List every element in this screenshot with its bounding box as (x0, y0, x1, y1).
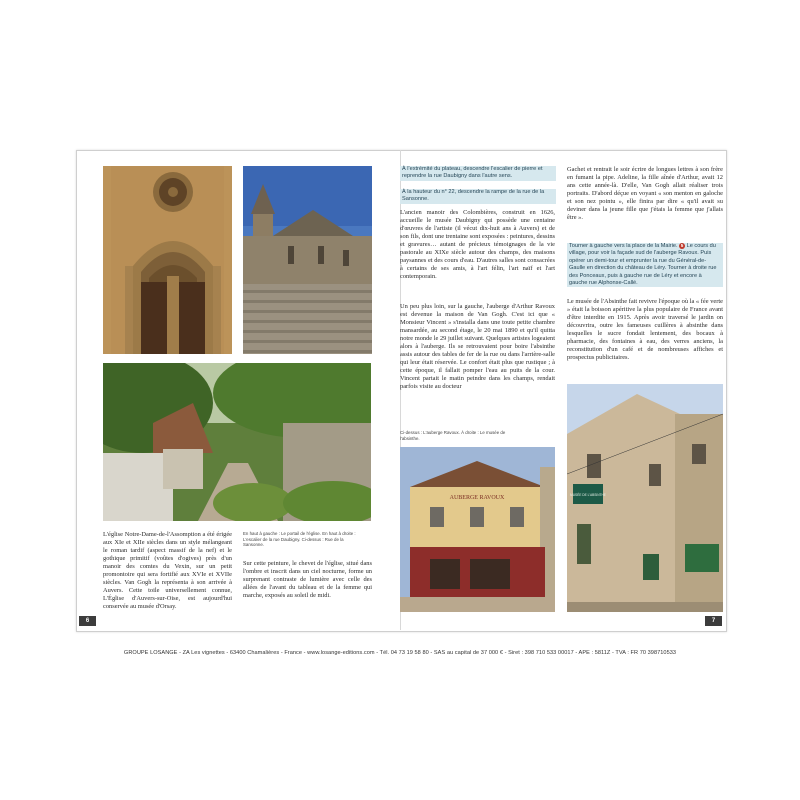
auberge-ravoux-photo (400, 447, 555, 612)
directions-3-pre: Tourner à gauche vers la place de la Mairie. (569, 243, 678, 249)
rue-sansonne-photo (103, 363, 371, 521)
para-absinthe: Le musée de l'Absinthe fait revivre l'époque où la « fée verte » était la boisson apéritive la plus populaire de France avant d'être interdite en 1915. Après avoir traversé le jardin on découvrira, outre les fameuses cuillères à absinthe dans lesquelles le sucre fondait lentement, des bocaux à pharmacie, des fontaines à eau, des verres anciens, la reconstitution d'un café et de nombreuses affiches et prospectus publicitaires. (567, 298, 723, 361)
publisher-footer: GROUPE LOSANGE - ZA Les vignettes - 63400 Chamalières - France - www.losange-editions.com - Tél. 04 73 19 58 80 - SAS au capital de 37 000 € - Siret : 398 710 533 00017 - APE : 5811Z - TVA : FR 70 398710533 (123, 650, 677, 656)
church-stairs-photo (243, 166, 372, 354)
folio-right: 7 (705, 616, 722, 626)
left-body-text: L'église Notre-Dame-de-l'Assomption a été érigée aux XIe et XIIe siècles dans un style mélangeant le roman tardif (aspect massif de la nef) et le gothique primitif (voûtes d'ogives) près d'un manoir des comtes du Vexin, sur un petit promontoire qui sera fortifié aux XVIe et XVIIe siècles. Van Gogh la représenta à son arrivée à Auvers. Cette toile universellement connue, L'Église d'Auvers-sur-Oise, est aujourd'hui conservée au musée d'Orsay. (103, 531, 232, 610)
right-photo-caption: Ci-dessus : L'auberge Ravoux. À droite : Le musée de l'absinthe. (400, 430, 506, 441)
para-colombieres: L'ancien manoir des Colombières, construit en 1626, accueille le musée Daubigny qui possède une centaine d'œuvres de l'artiste (il vécut dix-huit ans à Auvers) et de son fils, dont une trentaine sont exposées : peintures, dessins et gravures… autant de précieux témoignages de la vie pastorale au XIXe siècle autour des champs, des maisons paysannes et des cours d'eau. D'autres salles sont consacrées à certains de ses amis, à l'art félin, l'art naïf et l'art contemporain. (400, 209, 555, 280)
shop-sign: AUBERGE RAVOUX (449, 495, 505, 501)
directions-3-post: Le cours du village, pour voir la façade sud de l'auberge Ravoux. Puis opérer un demi-tour et emprunter la rue du Général-de-Gaulle en direction du château de Léry. Tourner à droite rue des Ponceaux, puis à gauche rue de Léry et encore à gauche rue Alphonse-Callé. (569, 243, 717, 287)
left-photo-caption: En haut à gauche : Le portail de l'église. En haut à droite : L'escalier de la rue Daubigny. Ci-dessus : Rue de la Sansonne. (243, 531, 356, 548)
musee-absinthe-photo (567, 384, 723, 612)
para-ravoux: Un peu plus loin, sur la gauche, l'auberge d'Arthur Ravoux est devenue la maison de Van Gogh. C'est ici que « Monsieur Vincent » s'installa dans une toute petite chambre mansardée, au second étage, le 20 mai 1890 et qu'il quitta notre monde le 29 juillet suivant. Quelques artistes logeaient alors à l'auberge. Ils se retrouvaient pour boire l'absinthe assis autour des tables de fer de la rue ou dans l'arrière-salle qui leur était réservée. Le confort était plus que rustique ; à cette époque, il fallait pomper l'eau au puits de la cour. Vincent partait le matin peindre dans les champs, rendait parfois visite au docteur (400, 303, 555, 390)
step-number-badge: 5 (680, 243, 684, 248)
left-col2-text: Sur cette peinture, le chevet de l'église, situé dans l'ombre et inscrit dans un ciel nocturne, forme un surprenant contraste de lumière avec celle des allées de l'avant du tableau et de la femme qui marche, exposés au soleil de midi. (243, 560, 372, 599)
directions-3 (567, 243, 723, 287)
directions-1: À l'extrémité du plateau, descendre l'escalier de pierre et reprendre la rue Daubigny dans l'autre sens. (400, 166, 556, 181)
museum-sign: MUSÉE DE L'ABSINTHE (570, 493, 606, 497)
directions-2: À la hauteur du n° 22, descendre la rampe de la rue de la Sansonne. (400, 189, 556, 204)
folio-left: 6 (79, 616, 96, 626)
church-portal-photo (103, 166, 232, 354)
para-gachet: Gachet et rentrait le soir écrire de longues lettres à son frère en fumant la pipe. Adeline, la fille aînée d'Arthur, avait 12 ans cette année-là. D'elle, Van Gogh allait réaliser trois portraits. D'abord déçue en voyant « son menton en galoche et son nez pointu », elle finira par dire « qu'il avait su deviner dans la jeune fille que j'étais la femme que j'allais être ». (567, 166, 723, 221)
